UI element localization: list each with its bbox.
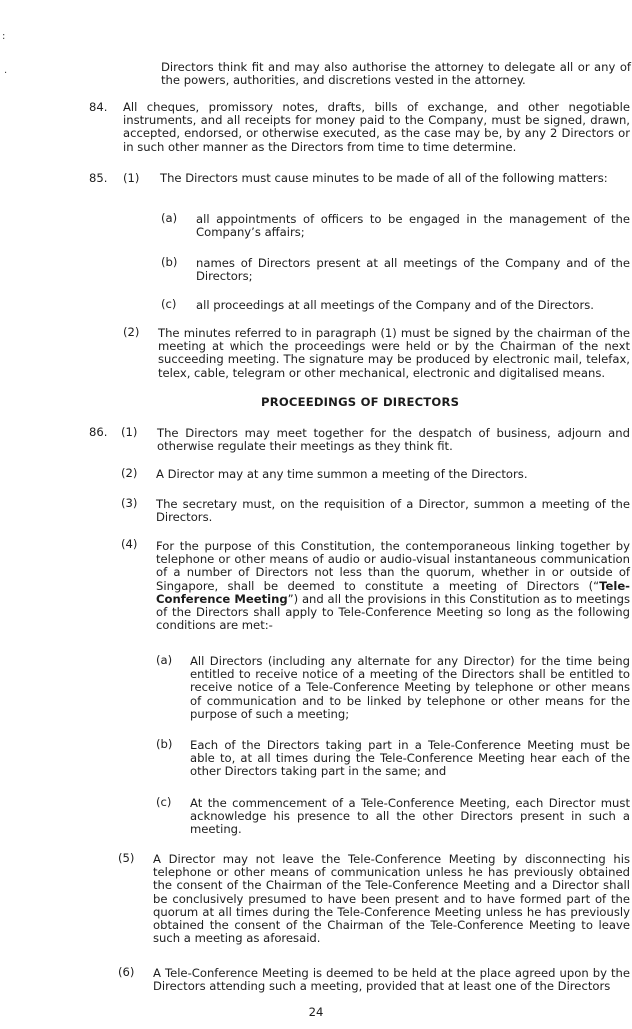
article-86-number: 86. — [89, 425, 108, 439]
article-86-6-label: (6) — [118, 965, 135, 979]
margin-mark-colon: : — [2, 31, 6, 42]
defined-term-tele-conference-meeting: Tele-Conference Meeting — [156, 578, 630, 606]
article-85-1-label: (1) — [123, 171, 140, 185]
article-85-2-label: (2) — [123, 325, 140, 339]
article-86-4-text-after: ”) and all the provisions in this Constitution as to meetings of the Directors shall apply to Tele-Conference Meeting so long as the following conditions are met:- — [156, 591, 630, 633]
article-85-number: 85. — [89, 171, 108, 185]
article-85-1b-label: (b) — [161, 255, 178, 269]
article-86-4a-text: All Directors (including any alternate for any Director) for the time being entitled to receive notice of a meeting of the Directors shall be entitled to receive notice of a Tele-Conference Meeting by telephone or other means of communication and to be linked by telephone or other means for the purpose of such a meeting; — [190, 654, 630, 721]
article-85-2-text: The minutes referred to in paragraph (1) must be signed by the chairman of the meeting at which the proceedings were held or by the Chairman of the next succeeding meeting. The signature may be produced by electronic mail, telefax, telex, cable, telegram or other mechanical, electronic and digitalised means. — [158, 326, 630, 380]
article-86-3-text: The secretary must, on the requisition of a Director, summon a meeting of the Directors. — [156, 497, 630, 525]
article-85-1a-label: (a) — [161, 211, 178, 225]
article-86-6-text: A Tele-Conference Meeting is deemed to be held at the place agreed upon by the Directors attending such a meeting, provided that at least one of the Directors — [153, 966, 630, 994]
page-number: 24 — [308, 1005, 324, 1019]
article-86-4-text — [156, 540, 630, 632]
article-86-4c-label: (c) — [156, 795, 172, 809]
article-85-1-text: The Directors must cause minutes to be made of all of the following matters: — [160, 171, 608, 185]
intro-paragraph: Directors think fit and may also authorise the attorney to delegate all or any of the powers, authorities, and discretions vested in the attorney. — [161, 60, 631, 88]
article-85-1c-label: (c) — [161, 297, 177, 311]
article-86-1-label: (1) — [121, 425, 138, 439]
article-86-2-text: A Director may at any time summon a meeting of the Directors. — [156, 467, 528, 481]
article-86-4-label: (4) — [121, 537, 138, 551]
article-86-4b-text: Each of the Directors taking part in a Tele-Conference Meeting must be able to, at all times during the Tele-Conference Meeting hear each of the other Directors taking part in the same; and — [190, 738, 630, 779]
margin-mark-dot: . — [4, 65, 8, 76]
article-86-4c-text: At the commencement of a Tele-Conference Meeting, each Director must acknowledge his presence to all the other Directors present in such a meeting. — [190, 796, 630, 837]
article-86-3-label: (3) — [121, 496, 138, 510]
article-86-1-text: The Directors may meet together for the despatch of business, adjourn and otherwise regulate their meetings as they think fit. — [157, 426, 630, 454]
article-85-1a-text: all appointments of officers to be engaged in the management of the Company’s affairs; — [196, 212, 630, 240]
article-86-5-text: A Director may not leave the Tele-Conference Meeting by disconnecting his telephone or other means of communication unless he has previously obtained the consent of the Chairman of the Tele-Conference Meeting and a Director shall be conclusively presumed to have been present and to have formed part of the quorum at all times during the Tele-Conference Meeting unless he has previously obtained the consent of the Chairman of the Tele-Conference Meeting to leave such a meeting as aforesaid. — [153, 852, 630, 946]
article-84-number: 84. — [89, 100, 108, 114]
article-85-1b-text: names of Directors present at all meetings of the Company and of the Directors; — [196, 256, 630, 284]
article-86-4-text-before: For the purpose of this Constitution, the contemporaneous linking together by telephone or other means of audio or audio-visual instantaneous communication of a number of Directors not less than the quorum, whether in or outside of Singapore, shall be deemed to constitute a meeting of Directors (“ — [156, 539, 630, 593]
article-86-2-label: (2) — [121, 466, 138, 480]
article-85-1c-text: all proceedings at all meetings of the Company and of the Directors. — [196, 298, 594, 312]
article-86-4b-label: (b) — [156, 737, 173, 751]
article-86-5-label: (5) — [118, 851, 135, 865]
article-84-text: All cheques, promissory notes, drafts, bills of exchange, and other negotiable instruments, and all receipts for money paid to the Company, must be signed, drawn, accepted, endorsed, or otherwise executed, as the case may be, by any 2 Directors or in such other manner as the Directors from time to time determine. — [123, 100, 630, 154]
section-heading: PROCEEDINGS OF DIRECTORS — [261, 395, 460, 409]
article-86-4a-label: (a) — [156, 653, 173, 667]
